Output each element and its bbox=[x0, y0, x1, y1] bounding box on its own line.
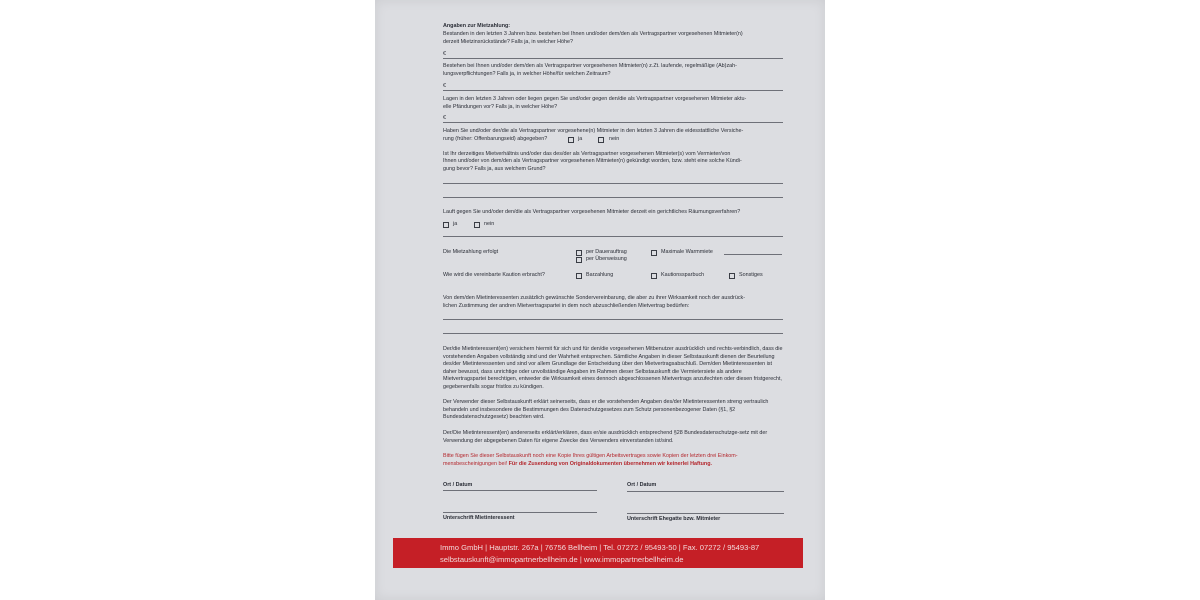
q6-no-checkbox[interactable] bbox=[474, 222, 480, 228]
footer-contact-line: Immo GmbH | Hauptstr. 267a | 76756 Bellheim | Tel. 07272 / 95493-50 | Fax. 07272 / 95493-87 bbox=[440, 543, 760, 552]
q5-answer-line-1[interactable] bbox=[443, 183, 783, 184]
special-line1: Von dem/den Mietinteressenten zusätzlich gewünschte Sondervereinbarung, die aber zu ihrer Wirksamkeit noch der ausdrück- bbox=[443, 295, 746, 301]
place-date-left-field[interactable] bbox=[443, 490, 597, 491]
documents-notice-liability: Für die Zusendung von Originaldokumenten übernehmen wir keinerlei Haftung. bbox=[507, 460, 713, 467]
payment-transfer-label: per Überweisung bbox=[586, 256, 627, 262]
documents-notice-request: Bitte fügen Sie dieser Selbstauskunft noch eine Kopie Ihres gültigen Arbeitsvertrages sowie Kopien der letzten drei Einkom-mensbescheinigungen bei! bbox=[443, 453, 738, 467]
max-rent-checkbox[interactable] bbox=[651, 250, 657, 256]
payment-label: Die Mietzahlung erfolgt bbox=[443, 249, 499, 255]
q5-line1: Ist Ihr derzeitiges Mietverhältnis und/oder das des/der als Vertragspartner vorgesehenen Mitmieter(s) vom Vermieter/von bbox=[443, 151, 731, 157]
special-answer-line-1[interactable] bbox=[443, 319, 783, 320]
deposit-other-label: Sonstiges bbox=[739, 272, 763, 278]
q1-answer-line[interactable] bbox=[443, 58, 783, 59]
q6-no-label: nein bbox=[484, 221, 495, 227]
q4-no-label: nein bbox=[609, 136, 620, 142]
form-page bbox=[375, 0, 825, 600]
max-rent-label: Maximale Warmmiete bbox=[661, 249, 713, 255]
q6-yes-label: ja bbox=[453, 221, 458, 227]
q2-line1: Bestehen bei Ihnen und/oder dem/den als Vertragspartner vorgesehenen Mitmieter(n) z.Zt. laufende, regelmäßige (Ab)zah- bbox=[443, 63, 737, 69]
section-title: Angaben zur Mietzahlung: bbox=[443, 23, 511, 29]
max-rent-field[interactable] bbox=[724, 254, 782, 255]
signature-spouse-field[interactable] bbox=[627, 513, 784, 514]
q3-currency: € bbox=[443, 115, 446, 121]
q3-answer-line[interactable] bbox=[443, 122, 783, 123]
place-date-left-label: Ort / Datum bbox=[443, 482, 473, 488]
q6-yes-checkbox[interactable] bbox=[443, 222, 449, 228]
q6-line1: Lauft gegen Sie und/oder den/die als Vertragspartner vorgesehenen Mitmieter derzeit ein gerichtliches Räumungsverfahren? bbox=[443, 209, 741, 215]
signature-spouse-label: Unterschrift Ehegatte bzw. Mitmieter bbox=[627, 516, 721, 522]
q2-line2: lungsverpflichtungen? Falls ja, in welcher Höhe/für welchen Zeitraum? bbox=[443, 71, 611, 77]
q1-currency: € bbox=[443, 51, 446, 57]
deposit-other-checkbox[interactable] bbox=[729, 273, 735, 279]
q3-line1: Lagen in den letzten 3 Jahren oder liegen gegen Sie und/oder gegen den/die als Vertragspartner vorgesehenen Mitmieter aktu- bbox=[443, 96, 747, 102]
q4-no-checkbox[interactable] bbox=[598, 137, 604, 143]
declaration-tenant: Der/die Mietinteressent(en) versichern hiermit für sich und für den/die vorgesehenen Mitbenutzer ausdrücklich und rechts-verbindlich, dass die vorstehenden Angaben vollständig sind und der Wahrheit entsprechen. Sämtliche Angaben in dieser Selbstauskunft dienen der Beurteilung des/der Mietinteressenten und sind vor allem Grundlage der Entscheidung über den Mietvertragsabschluß. Dem/den Mietinteressenten ist daher bewusst, dass unrichtige oder unvollständige Angaben im Rahmen dieser Selbstauskunft die Vermietersiete als andere Mietvertragspartei berechtigen, entweder die Wirksamkeit eines dennoch abgeschlossenen Mietvertrags anzufechten oder diesen fristgerecht, gegebenenfalls sogar fristlos zu kündigen. bbox=[443, 346, 783, 390]
declaration-data-consent: Der/Die Mietinteressent(en) andererseits erklärt/erklären, dass er/sie ausdrücklich entsprechend §28 Bundesdatenschutzge-setz mit der Verwendung der abgegebenen Daten für eigene Zwecke des Verwenders einverstanden ist/sind. bbox=[443, 430, 768, 444]
special-line2: lichen Zustimmung der andren Mietvertragspartei in dem noch abzuschließenden Mietvertrag bedürfen: bbox=[443, 303, 690, 309]
deposit-savings-checkbox[interactable] bbox=[651, 273, 657, 279]
payment-standing-order-label: per Dauerauftrag bbox=[586, 249, 627, 255]
payment-standing-order-checkbox[interactable] bbox=[576, 250, 582, 256]
declaration-user: Der Verwender dieser Selbstauskunft erklärt seinerseits, dass er die vorstehenden Angaben des/der Mietinteressenten streng vertraulich behandeln und insbesondere die Bestimmungen des Datenschutzgesetzes zum Schutz personenbezogener Daten (§1, §2 Bundesdatenschutzgesetz) beachten wird. bbox=[443, 399, 769, 421]
q5-line2: Ihnen und/oder von dem/den als Vertragspartner vorgesehenen Mitmieter(n) gekündigt worden, bzw. steht eine solche Kündi- bbox=[443, 158, 742, 164]
footer-web-line[interactable]: selbstauskunft@immopartnerbellheim.de | www.immopartnerbellheim.de bbox=[440, 555, 684, 564]
place-date-right-label: Ort / Datum bbox=[627, 482, 657, 488]
q4-yes-checkbox[interactable] bbox=[568, 137, 574, 143]
q5-answer-line-2[interactable] bbox=[443, 197, 783, 198]
deposit-cash-checkbox[interactable] bbox=[576, 273, 582, 279]
deposit-savings-label: Kautionssparbuch bbox=[661, 272, 705, 278]
deposit-label: Wie wird die vereinbarte Kaution erbracht? bbox=[443, 272, 545, 278]
q2-answer-line[interactable] bbox=[443, 90, 783, 91]
q4-yes-label: ja bbox=[578, 136, 583, 142]
footer-banner bbox=[393, 538, 803, 568]
place-date-right-field[interactable] bbox=[627, 491, 784, 492]
q3-line2: elle Pfändungen vor? Falls ja, in welcher Höhe? bbox=[443, 104, 558, 110]
q4-line2: rung (früher: Offenbarungseid) abgegeben? bbox=[443, 136, 548, 142]
deposit-cash-label: Barzahlung bbox=[586, 272, 614, 278]
signature-tenant-label: Unterschrift Mietinteressent bbox=[443, 515, 515, 521]
q6-separator bbox=[443, 236, 783, 237]
q1-line1: Bestanden in den letzten 3 Jahren bzw. bestehen bei Ihnen und/oder dem/den als Vertragspartner vorgesehenen Mitmieter(n) bbox=[443, 31, 743, 37]
q2-currency: € bbox=[443, 83, 446, 89]
special-answer-line-2[interactable] bbox=[443, 333, 783, 334]
q1-line2: derzeit Mietzinsrückstände? Falls ja, in welcher Höhe? bbox=[443, 39, 574, 45]
q4-line1: Haben Sie und/oder der/die als Vertragspartner vorgesehene(n) Mitmieter in den letzten 3 Jahren die eidesstattliche Versiche- bbox=[443, 128, 744, 134]
payment-transfer-checkbox[interactable] bbox=[576, 257, 582, 263]
documents-notice bbox=[443, 453, 785, 468]
q5-line3: gung bevor? Falls ja, aus welchem Grund? bbox=[443, 166, 546, 172]
signature-tenant-field[interactable] bbox=[443, 512, 597, 513]
